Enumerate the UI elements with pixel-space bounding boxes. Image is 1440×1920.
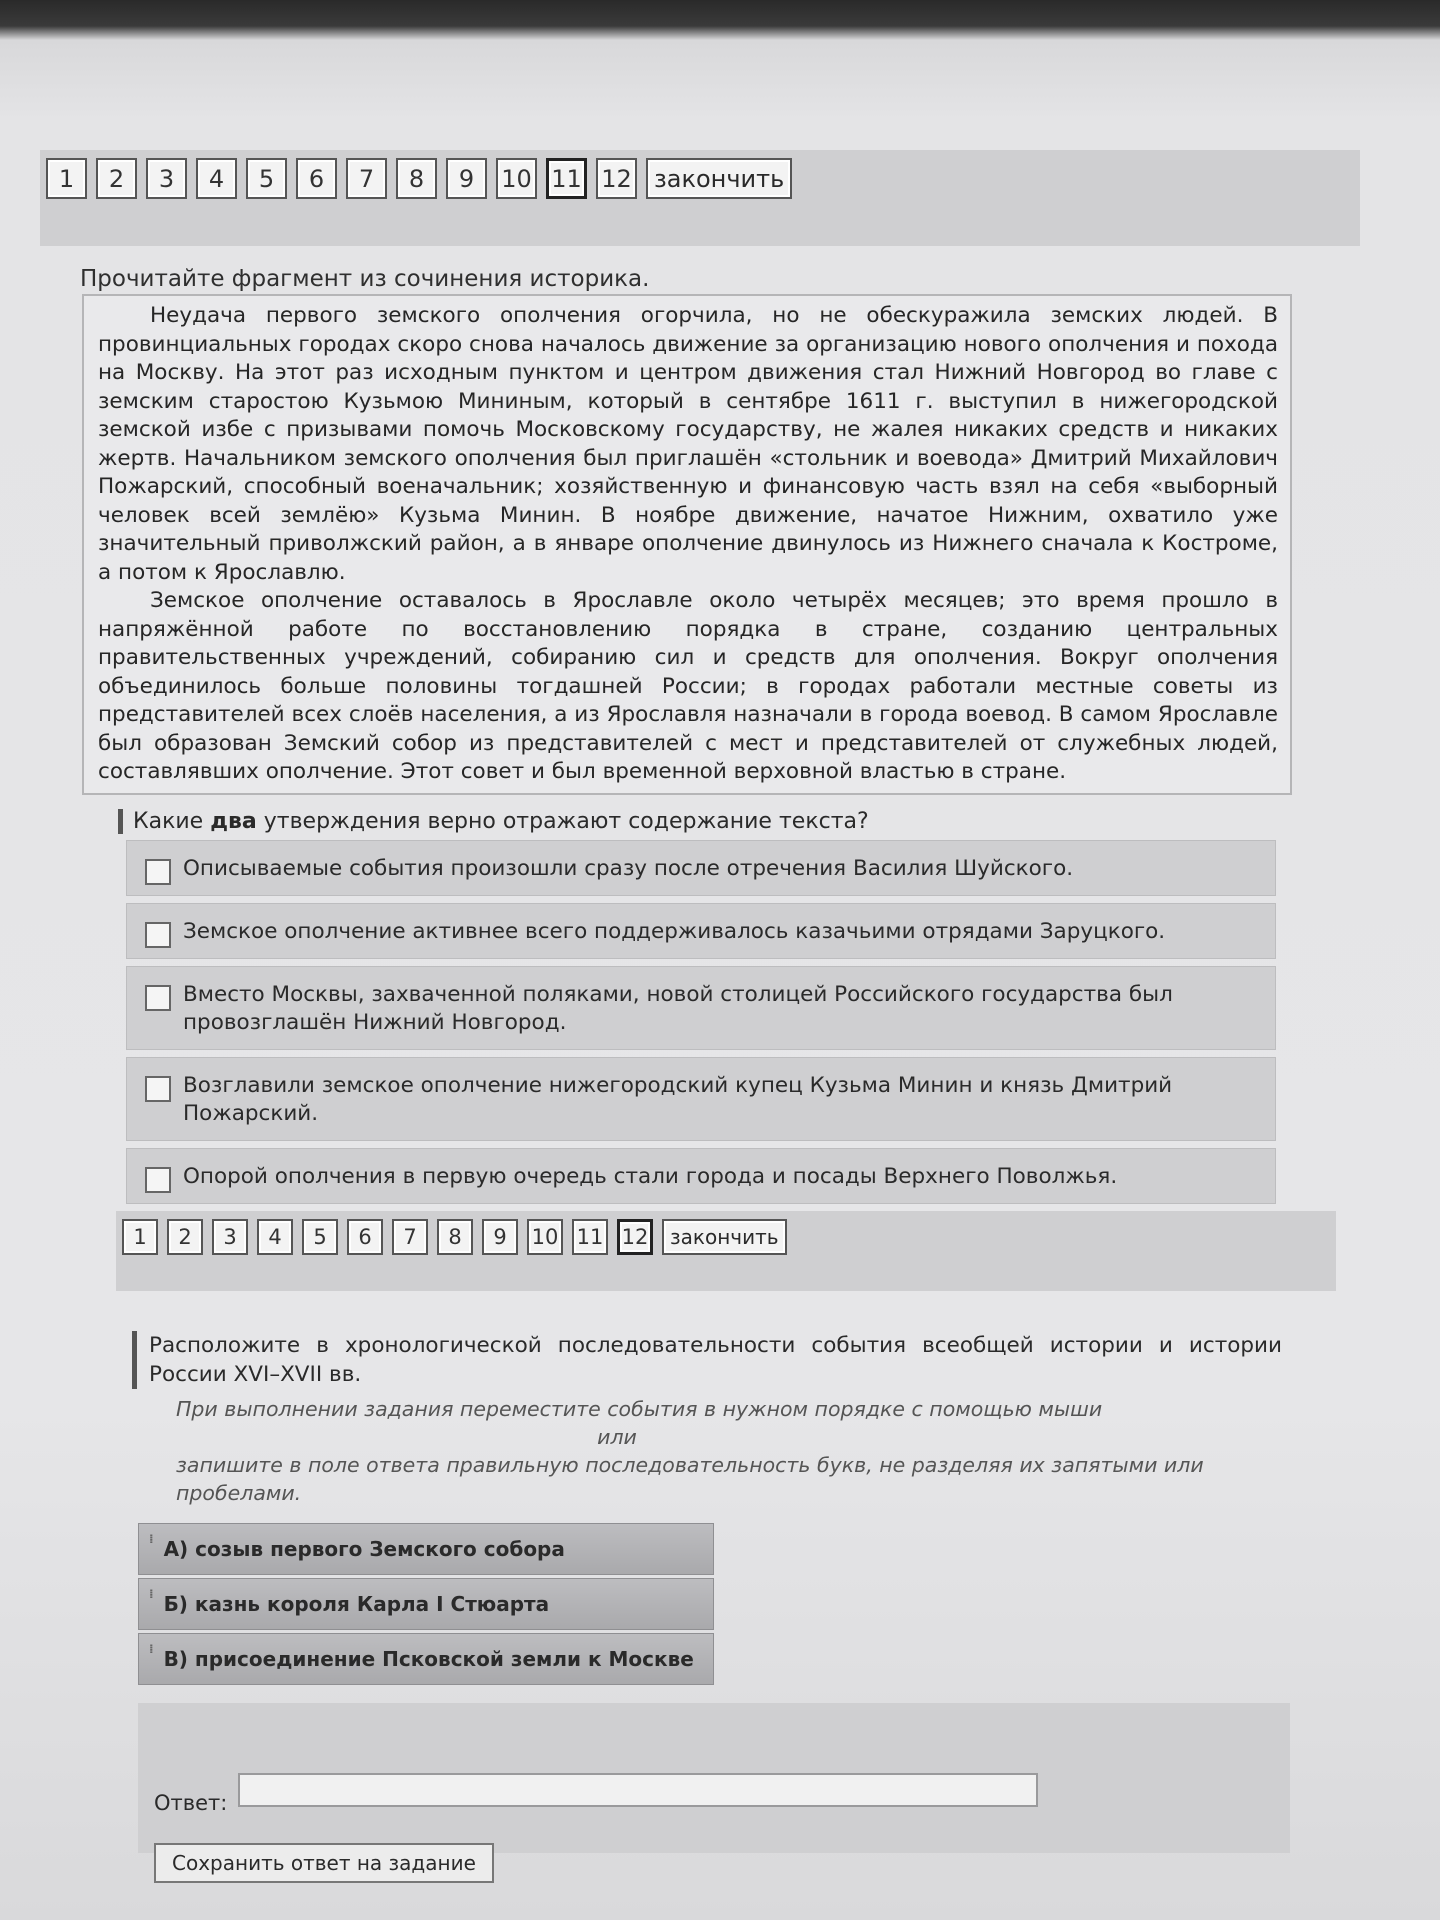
option-checkbox[interactable] (145, 985, 171, 1011)
nav-page-button[interactable]: 11 (546, 158, 587, 199)
option-checkbox[interactable] (145, 1076, 171, 1102)
option-label: Опорой ополчения в первую очередь стали города и посады Верхнего Поволжья. (183, 1163, 1118, 1189)
nav-page-button[interactable]: 1 (46, 158, 87, 199)
answer-options (126, 840, 1276, 1204)
nav-page-button[interactable]: 7 (392, 1219, 428, 1255)
task-hint (132, 1395, 1282, 1507)
finish-button[interactable]: закончить (646, 158, 792, 199)
option-label: Вместо Москвы, захваченной поляками, новой столицей Российского государства был провозглашён Нижний Новгород. (183, 981, 1173, 1035)
nav-page-button[interactable]: 12 (617, 1219, 653, 1255)
question-text-end: утверждения верно отражают содержание текста? (256, 808, 869, 834)
hint-line: запишите в поле ответа правильную последовательность букв, не разделяя их запятыми или пробелами. (176, 1452, 1204, 1505)
question-text-bold: два (210, 808, 257, 834)
nav-page-button[interactable]: 5 (302, 1219, 338, 1255)
nav-page-button[interactable]: 1 (122, 1219, 158, 1255)
nav-page-button[interactable]: 4 (257, 1219, 293, 1255)
sortable-event[interactable] (138, 1523, 714, 1575)
option-label: Описываемые события произошли сразу после отречения Василия Шуйского. (183, 855, 1074, 881)
option-label: Земское ополчение активнее всего поддерживалось казачьими отрядами Заруцкого. (183, 918, 1166, 944)
nav-page-button[interactable]: 4 (196, 158, 237, 199)
answer-option[interactable] (126, 966, 1276, 1050)
option-checkbox[interactable] (145, 922, 171, 948)
option-checkbox[interactable] (145, 859, 171, 885)
hint-line: При выполнении задания переместите события в нужном порядке с помощью мыши (176, 1396, 1103, 1421)
nav-page-button[interactable]: 10 (496, 158, 537, 199)
nav-page-button[interactable]: 7 (346, 158, 387, 199)
question-text (118, 809, 1360, 834)
question-nav-bottom (116, 1211, 1336, 1291)
answer-option[interactable] (126, 903, 1276, 959)
task-instruction: Прочитайте фрагмент из сочинения историка. (80, 266, 650, 292)
historian-excerpt (82, 294, 1292, 795)
hint-or: или (597, 1424, 637, 1449)
nav-page-button[interactable]: 3 (146, 158, 187, 199)
nav-page-button[interactable]: 6 (347, 1219, 383, 1255)
excerpt-paragraph: Неудача первого земского ополчения огорчила, но не обескуражила земских людей. В провинциальных городах скоро снова началось движение за организацию нового ополчения и похода на Москву. На этот раз исходным пунктом и центром движения стал Нижний Новгород во главе с земским старостою Кузьмою Мининым, который в сентябре 1611 г. выступил в нижегородской земской избе с призывами помочь Московскому государству, не жалея никаких средств и никаких жертв. Начальником земского ополчения был приглашён «стольник и воевода» Дмитрий Михайлович Пожарский, способный военачальник; хозяйственную и финансовую часть взял на себя «выборный человек всей землёю» Кузьма Минин. В ноябре движение, начатое Нижним, охватило уже значительный приволжский район, а в январе ополчение двинулось из Нижнего сначала к Костроме, а потом к Ярославлю. (98, 303, 1278, 585)
drag-handle-icon[interactable]: ⁞ (149, 1531, 154, 1546)
drag-handle-icon[interactable]: ⁞ (149, 1586, 154, 1601)
nav-page-button[interactable]: 9 (446, 158, 487, 199)
answer-panel (138, 1703, 1290, 1875)
chronology-task-title: Расположите в хронологической последовательности события всеобщей истории и истории России XVI–XVII вв. (132, 1331, 1282, 1389)
nav-page-button[interactable]: 2 (96, 158, 137, 199)
drag-handle-icon[interactable]: ⁞ (149, 1641, 154, 1656)
save-answer-button[interactable]: Сохранить ответ на задание (154, 1843, 494, 1883)
event-label: В) присоединение Псковской земли к Москве (163, 1646, 694, 1671)
question-nav-top (40, 150, 1360, 246)
event-label: А) созыв первого Земского собора (163, 1536, 565, 1561)
finish-button[interactable]: закончить (662, 1219, 787, 1255)
answer-option[interactable] (126, 840, 1276, 896)
answer-label: Ответ: (154, 1790, 228, 1815)
chronology-task (132, 1331, 1282, 1875)
event-label: Б) казнь короля Карла I Стюарта (163, 1591, 550, 1616)
nav-page-button[interactable]: 2 (167, 1219, 203, 1255)
nav-page-button[interactable]: 5 (246, 158, 287, 199)
nav-page-button[interactable]: 9 (482, 1219, 518, 1255)
answer-input[interactable] (238, 1773, 1038, 1807)
nav-page-button[interactable]: 10 (527, 1219, 563, 1255)
test-page (40, 150, 1360, 1875)
answer-option[interactable] (126, 1057, 1276, 1141)
answer-option[interactable] (126, 1148, 1276, 1204)
question-text-start: Какие (133, 808, 211, 834)
nav-page-button[interactable]: 12 (596, 158, 637, 199)
nav-page-button[interactable]: 8 (396, 158, 437, 199)
nav-page-button[interactable]: 3 (212, 1219, 248, 1255)
nav-page-button[interactable]: 6 (296, 158, 337, 199)
nav-page-button[interactable]: 8 (437, 1219, 473, 1255)
excerpt-paragraph: Земское ополчение оставалось в Ярославле около четырёх месяцев; это время прошло в напряжённой работе по восстановлению порядка в стране, созданию центральных правительственных учреждений, собиранию сил и средств для ополчения. Вокруг ополчения объединилось больше половины тогдашней России; в городах работали местные советы из представителей всех слоёв населения, а из Ярославля назначали в города воевод. В самом Ярославле был образован Земский собор из представителей с мест и представителей от служебных людей, составлявших ополчение. Этот совет и был временной верховной властью в стране. (98, 588, 1278, 784)
sortable-event[interactable] (138, 1633, 714, 1685)
option-checkbox[interactable] (145, 1167, 171, 1193)
option-label: Возглавили земское ополчение нижегородский купец Кузьма Минин и князь Дмитрий Пожарский. (183, 1072, 1173, 1126)
sortable-events-list (138, 1523, 714, 1685)
nav-page-button[interactable]: 11 (572, 1219, 608, 1255)
sortable-event[interactable] (138, 1578, 714, 1630)
